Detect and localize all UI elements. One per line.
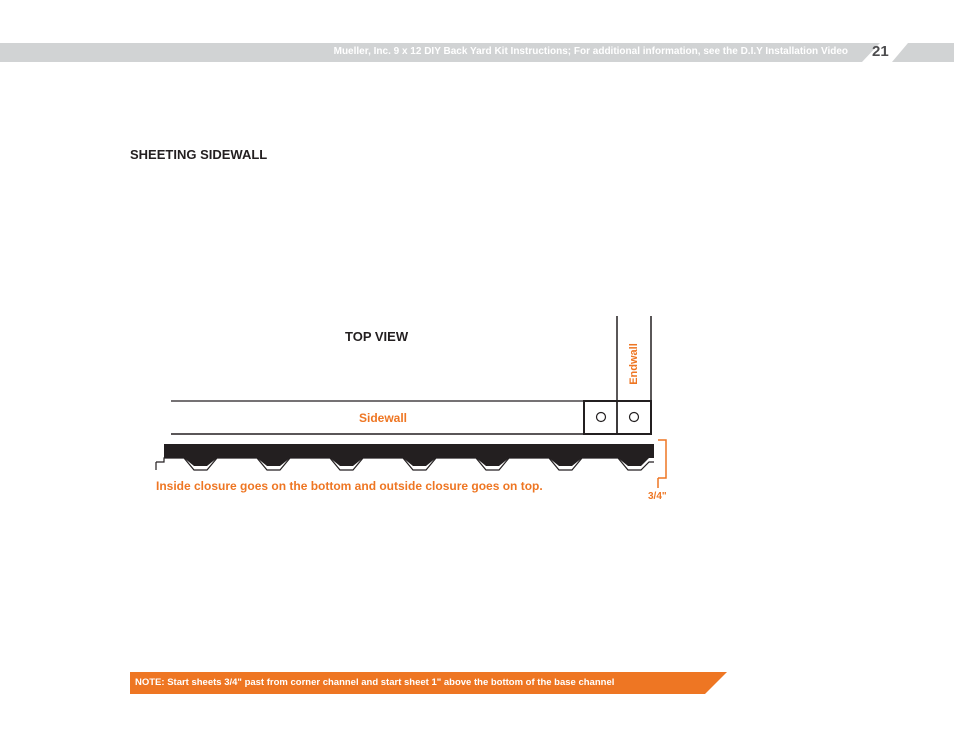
page-number: 21 — [872, 43, 889, 60]
dimension-bracket — [658, 440, 666, 478]
fastener-hole-left — [597, 413, 606, 422]
note-text: NOTE: Start sheets 3/4" past from corner channel and start sheet 1" above the bottom of the base channel — [135, 677, 615, 688]
closure-note: Inside closure goes on the bottom and outside closure goes on top. — [156, 479, 543, 493]
fastener-hole-right — [630, 413, 639, 422]
top-view-label: TOP VIEW — [345, 329, 409, 344]
header-title: Mueller, Inc. 9 x 12 DIY Back Yard Kit Instructions; For additional information, see the D.I.Y Installation Video — [333, 46, 848, 57]
endwall-label: Endwall — [628, 343, 640, 385]
dimension-label: 3/4" — [648, 491, 667, 502]
sidewall-label: Sidewall — [359, 411, 408, 425]
corrugated-sheet — [164, 444, 654, 466]
note-bar — [130, 672, 727, 694]
section-title: SHEETING SIDEWALL — [130, 147, 268, 162]
